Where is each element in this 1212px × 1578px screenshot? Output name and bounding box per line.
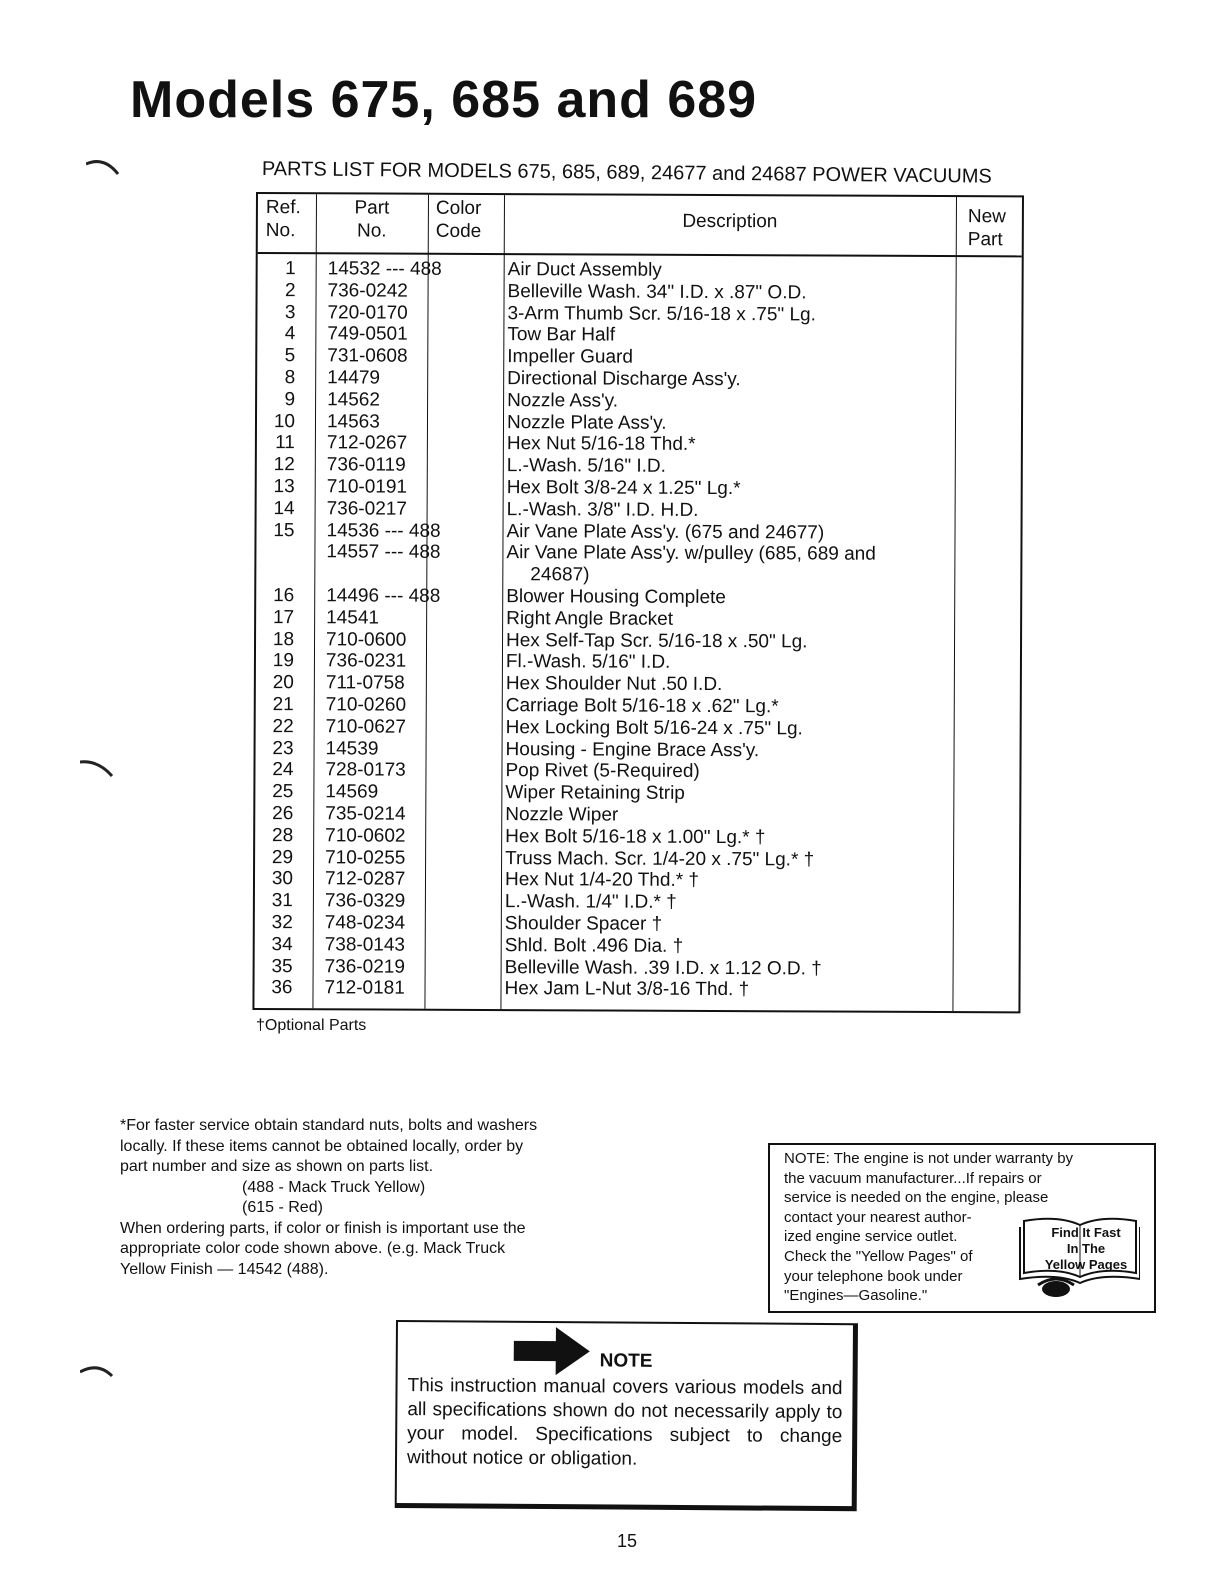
header-color: Color Code <box>435 197 482 242</box>
header-part: Part No. <box>354 197 390 242</box>
part-cell: 14479 <box>327 367 381 389</box>
part-cell: 710-0260 <box>325 694 407 716</box>
part-cell: 728-0173 <box>325 759 406 781</box>
ref-cell: 8 <box>284 367 296 389</box>
ref-cell: 29 <box>271 846 294 868</box>
header-divider <box>258 252 1022 257</box>
scan-mark <box>86 156 120 176</box>
part-cell: 711-0758 <box>325 672 405 694</box>
note-text: This instruction manual covers various models and all specifications shown do not necessarily apply to your model. Specifications subject to change without notice or obligation. <box>406 1375 843 1470</box>
parts-rows <box>254 258 1021 1002</box>
ref-cell: 12 <box>273 454 295 476</box>
note-title: NOTE <box>599 1350 653 1372</box>
header-ref: Ref. No. <box>265 197 301 242</box>
description-cell: Hex Nut 1/4-20 Thd.* † <box>504 869 700 892</box>
description-cell: L.-Wash. 3/8" I.D. H.D. <box>506 498 699 521</box>
optional-parts-note: †Optional Parts <box>256 1017 367 1034</box>
ref-cell: 35 <box>271 955 293 977</box>
part-cell: 736-0242 <box>327 280 408 302</box>
part-cell: 14541 <box>326 607 380 629</box>
part-cell: 736-0219 <box>324 955 405 978</box>
ref-cell: 1 <box>285 258 296 280</box>
part-cell: 710-0255 <box>325 846 406 869</box>
description-cell: Air Duct Assembly <box>507 259 662 281</box>
description-cell: Nozzle Ass'y. <box>507 389 619 412</box>
ref-cell <box>256 563 300 585</box>
header-description: Description <box>682 210 778 233</box>
description-cell: L.-Wash. 5/16" I.D. <box>506 455 667 477</box>
part-cell: 738-0143 <box>324 934 406 956</box>
description-cell: Hex Nut 5/16-18 Thd.* <box>506 433 696 456</box>
ref-cell: 14 <box>273 497 295 519</box>
part-cell: 712-0287 <box>324 868 406 890</box>
description-cell: Blower Housing Complete <box>506 586 726 609</box>
ref-cell: 15 <box>273 519 295 541</box>
description-cell: Shld. Bolt .496 Dia. † <box>504 934 684 957</box>
part-cell: 736-0217 <box>326 498 407 520</box>
ref-cell: 24 <box>272 759 294 781</box>
ref-cell: 34 <box>271 933 293 955</box>
description-cell: Truss Mach. Scr. 1/4-20 x .75" Lg.* † <box>505 847 815 870</box>
engine-warranty-note: NOTE: The engine is not under warranty by the vacuum manufacturer...If repairs or service is needed on the engine, please contact your nearest author- ized engine service outlet. Check the "Yellow Pages" of your telephone book under "Engines—Gasoline." Find It Fast In The Yellow Pages <box>768 1143 1156 1313</box>
ref-cell <box>256 541 300 563</box>
description-cell: Carriage Bolt 5/16-18 x .62" Lg.* <box>505 695 779 718</box>
part-cell: 14496 --- 488 <box>326 585 441 607</box>
description-cell: Nozzle Plate Ass'y. <box>506 411 667 434</box>
description-cell: Hex Shoulder Nut .50 I.D. <box>505 673 723 696</box>
part-cell: 735-0214 <box>325 803 406 825</box>
description-cell: Hex Jam L-Nut 3/8-16 Thd. † <box>504 978 750 1001</box>
ref-cell: 22 <box>272 715 294 737</box>
description-cell: Belleville Wash. .39 I.D. x 1.12 O.D. † <box>504 956 822 979</box>
ref-cell: 13 <box>273 476 295 498</box>
part-cell: 14539 <box>325 737 379 760</box>
ref-cell: 19 <box>272 650 294 672</box>
part-cell: 14569 <box>325 781 379 803</box>
description-cell: Hex Self-Tap Scr. 5/16-18 x .50" Lg. <box>506 629 808 652</box>
ref-cell: 17 <box>272 606 295 628</box>
header-new-part: New Part <box>967 206 1006 251</box>
part-cell: 720-0170 <box>327 301 408 324</box>
arrow-right-icon <box>512 1327 592 1376</box>
part-cell: 731-0608 <box>327 345 408 367</box>
ref-cell: 3 <box>284 301 296 323</box>
part-cell: 14532 --- 488 <box>327 258 442 280</box>
ref-cell: 26 <box>272 802 294 825</box>
description-cell: Directional Discharge Ass'y. <box>507 368 741 391</box>
description-cell: 3-Arm Thumb Scr. 5/16-18 x .75" Lg. <box>507 302 816 326</box>
description-cell: Hex Bolt 5/16-18 x 1.00" Lg.* † <box>505 825 766 848</box>
service-note: *For faster service obtain standard nuts, bolts and washers locally. If these items cannot be obtained locally, order by part number and size as shown on parts list. (488 - Mack Truck Yellow) (615 - Red) When ordering parts, if color or finish is important use the appropriate color code shown above. (e.g. Mack Truck Yellow Finish — 14542 (488). <box>120 1117 538 1278</box>
description-cell: Shoulder Spacer † <box>504 912 663 935</box>
description-cell: Right Angle Bracket <box>506 607 674 630</box>
scan-mark <box>80 1362 114 1382</box>
part-cell: 14536 --- 488 <box>326 519 441 542</box>
part-cell: 736-0231 <box>325 650 407 673</box>
description-cell: Nozzle Wiper <box>505 804 619 826</box>
yellow-pages-logo: Find It Fast In The Yellow Pages <box>1018 1211 1140 1301</box>
part-cell <box>300 563 488 586</box>
scan-mark <box>80 756 114 780</box>
part-cell: 712-0181 <box>324 977 405 999</box>
ref-cell: 21 <box>272 694 294 716</box>
page-title: Models 675, 685 and 689 <box>130 71 758 129</box>
part-cell: 14563 <box>326 410 380 433</box>
description-cell: Hex Bolt 3/8-24 x 1.25" Lg.* <box>506 477 741 500</box>
ref-cell: 23 <box>272 737 294 759</box>
part-cell: 710-0627 <box>325 716 407 738</box>
table-row <box>254 977 1018 1002</box>
ref-cell: 31 <box>271 890 293 912</box>
description-cell: Hex Locking Bolt 5/16-24 x .75" Lg. <box>505 716 803 740</box>
ref-cell: 30 <box>271 868 294 890</box>
description-cell: Belleville Wash. 34" I.D. x .87" O.D. <box>507 280 807 304</box>
ref-cell: 32 <box>271 911 293 934</box>
ref-cell: 11 <box>275 432 295 454</box>
description-cell: Air Vane Plate Ass'y. (675 and 24677) <box>506 520 825 544</box>
part-cell: 14562 <box>327 389 380 411</box>
part-cell: 14557 --- 488 <box>326 541 441 564</box>
part-cell: 710-0602 <box>325 825 406 847</box>
ref-cell: 5 <box>284 345 296 367</box>
part-cell: 749-0501 <box>327 323 408 346</box>
part-cell: 736-0329 <box>324 890 406 912</box>
parts-table <box>252 192 1024 1013</box>
part-cell: 710-0191 <box>326 476 408 498</box>
part-cell: 712-0267 <box>326 432 408 455</box>
description-cell: L.-Wash. 1/4" I.D.* † <box>504 891 677 913</box>
ref-cell: 20 <box>272 672 294 694</box>
ref-cell: 2 <box>284 279 296 301</box>
ref-cell: 28 <box>272 824 294 846</box>
ref-cell: 36 <box>271 977 293 999</box>
description-cell: Housing - Engine Brace Ass'y. <box>505 738 760 761</box>
description-cell: Impeller Guard <box>507 346 633 368</box>
ref-cell: 4 <box>284 323 296 345</box>
part-cell: 710-0600 <box>326 628 407 651</box>
description-cell: Pop Rivet (5-Required) <box>505 760 700 783</box>
page-number: 15 <box>617 1531 638 1551</box>
description-cell: Tow Bar Half <box>507 324 616 346</box>
description-cell: Air Vane Plate Ass'y. w/pulley (685, 689 and <box>506 542 876 566</box>
description-cell: Wiper Retaining Strip <box>505 782 685 805</box>
ref-cell: 25 <box>272 781 294 803</box>
parts-list-heading: PARTS LIST FOR MODELS 675, 685, 689, 24677 and 24687 POWER VACUUMS <box>261 158 992 188</box>
ref-cell: 9 <box>284 388 296 410</box>
description-cell: Fl.-Wash. 5/16" I.D. <box>505 651 671 674</box>
ref-cell: 18 <box>272 628 295 650</box>
part-cell: 748-0234 <box>324 912 406 934</box>
description-cell: 24687) <box>530 564 590 586</box>
ref-cell: 16 <box>273 585 295 607</box>
manual-coverage-note <box>395 1320 858 1511</box>
ref-cell: 10 <box>273 410 296 432</box>
part-cell: 736-0119 <box>326 454 406 476</box>
